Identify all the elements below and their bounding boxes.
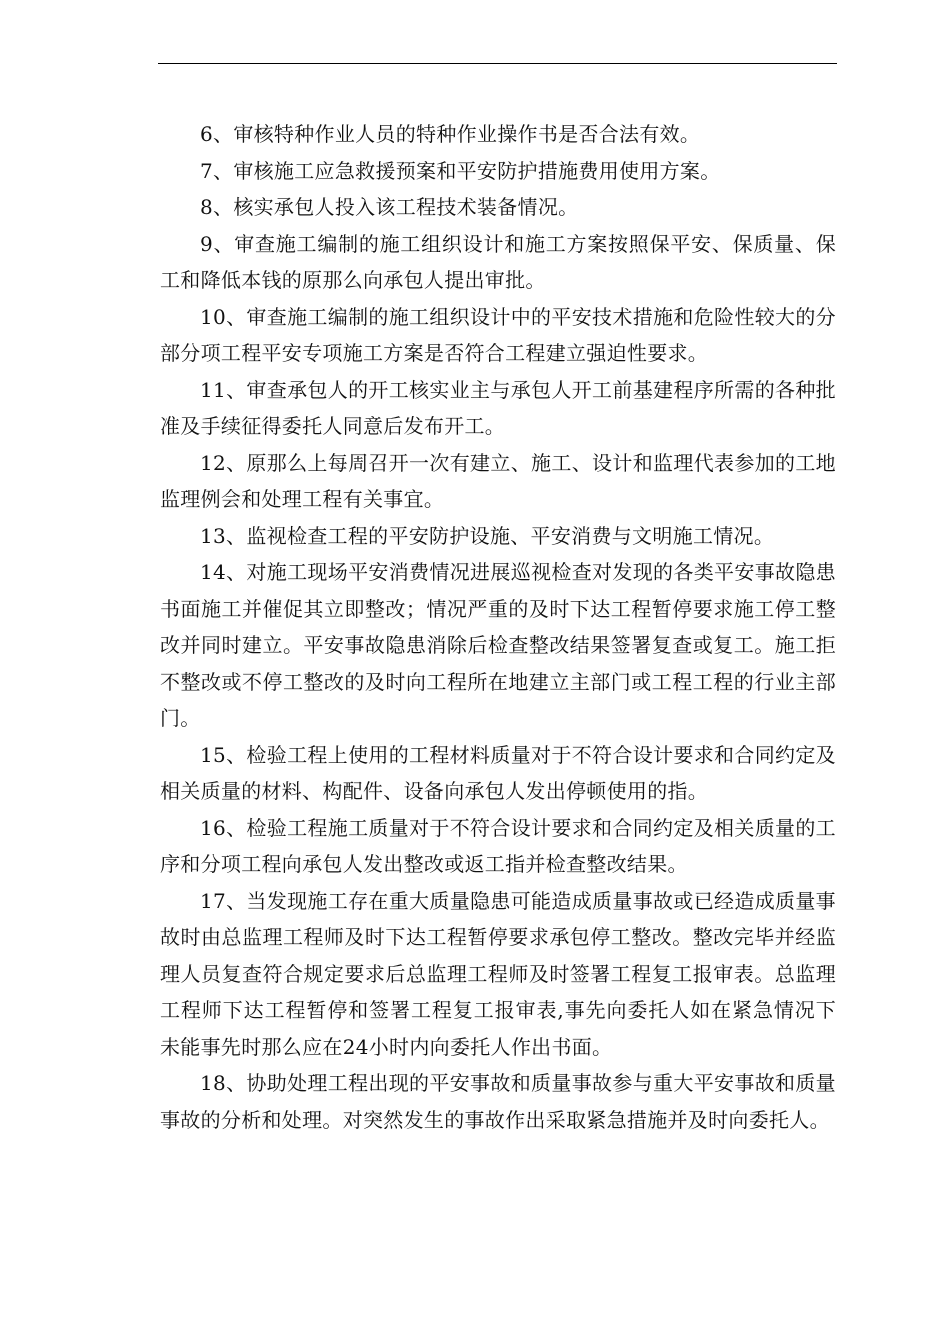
paragraph-14: 14、对施工现场平安消费情况进展巡视检查对发现的各类平安事故隐患书面施工并催促其立即整改；情况严重的及时下达工程暂停要求施工停工整改并同时建立。平安事故隐患消除后检查整改结果签署复查或复工。施工拒不整改或不停工整改的及时向工程所在地建立主部门或工程工程的行业主部门。 [160,560,836,730]
paragraph-7: 7、审核施工应急救援预案和平安防护措施费用使用方案。 [200,158,721,183]
document-body [160,116,836,1138]
paragraph-17: 17、当发现施工存在重大质量隐患可能造成质量事故或已经造成质量事故时由总监理工程师及时下达工程暂停要求承包停工整改。整改完毕并经监理人员复查符合规定要求后总监理工程师及时签署工程复工报审表。总监理工程师下达工程暂停和签署工程复工报审表,事先向委托人如在紧急情况下未能事先时那么应在24小时内向委托人作出书面。 [160,888,836,1059]
paragraph-6: 6、审核特种作业人员的特种作业操作书是否合法有效。 [200,122,701,146]
paragraph-8: 8、核实承包人投入该工程技术装备情况。 [200,195,579,219]
paragraph-9: 9、审查施工编制的施工组织设计和施工方案按照保平安、保质量、保工和降低本钱的原那么向承包人提出审批。 [160,231,836,292]
paragraph-10: 10、审查施工编制的施工组织设计中的平安技术措施和危险性较大的分部分项工程平安专项施工方案是否符合工程建立强迫性要求。 [160,304,836,365]
paragraph-15: 15、检验工程上使用的工程材料质量对于不符合设计要求和合同约定及相关质量的材料、构配件、设备向承包人发出停顿使用的指。 [160,742,836,803]
header-rule [158,63,837,64]
paragraph-18: 18、协助处理工程出现的平安事故和质量事故参与重大平安事故和质量事故的分析和处理。对突然发生的事故作出采取紧急措施并及时向委托人。 [160,1071,836,1132]
paragraph-11: 11、审查承包人的开工核实业主与承包人开工前基建程序所需的各种批准及手续征得委托人同意后发布开工。 [160,377,836,438]
paragraph-12: 12、原那么上每周召开一次有建立、施工、设计和监理代表参加的工地监理例会和处理工程有关事宜。 [160,450,836,511]
paragraph-13: 13、监视检查工程的平安防护设施、平安消费与文明施工情况。 [200,523,775,548]
paragraph-16: 16、检验工程施工质量对于不符合设计要求和合同约定及相关质量的工序和分项工程向承包人发出整改或返工指并检查整改结果。 [160,815,836,876]
